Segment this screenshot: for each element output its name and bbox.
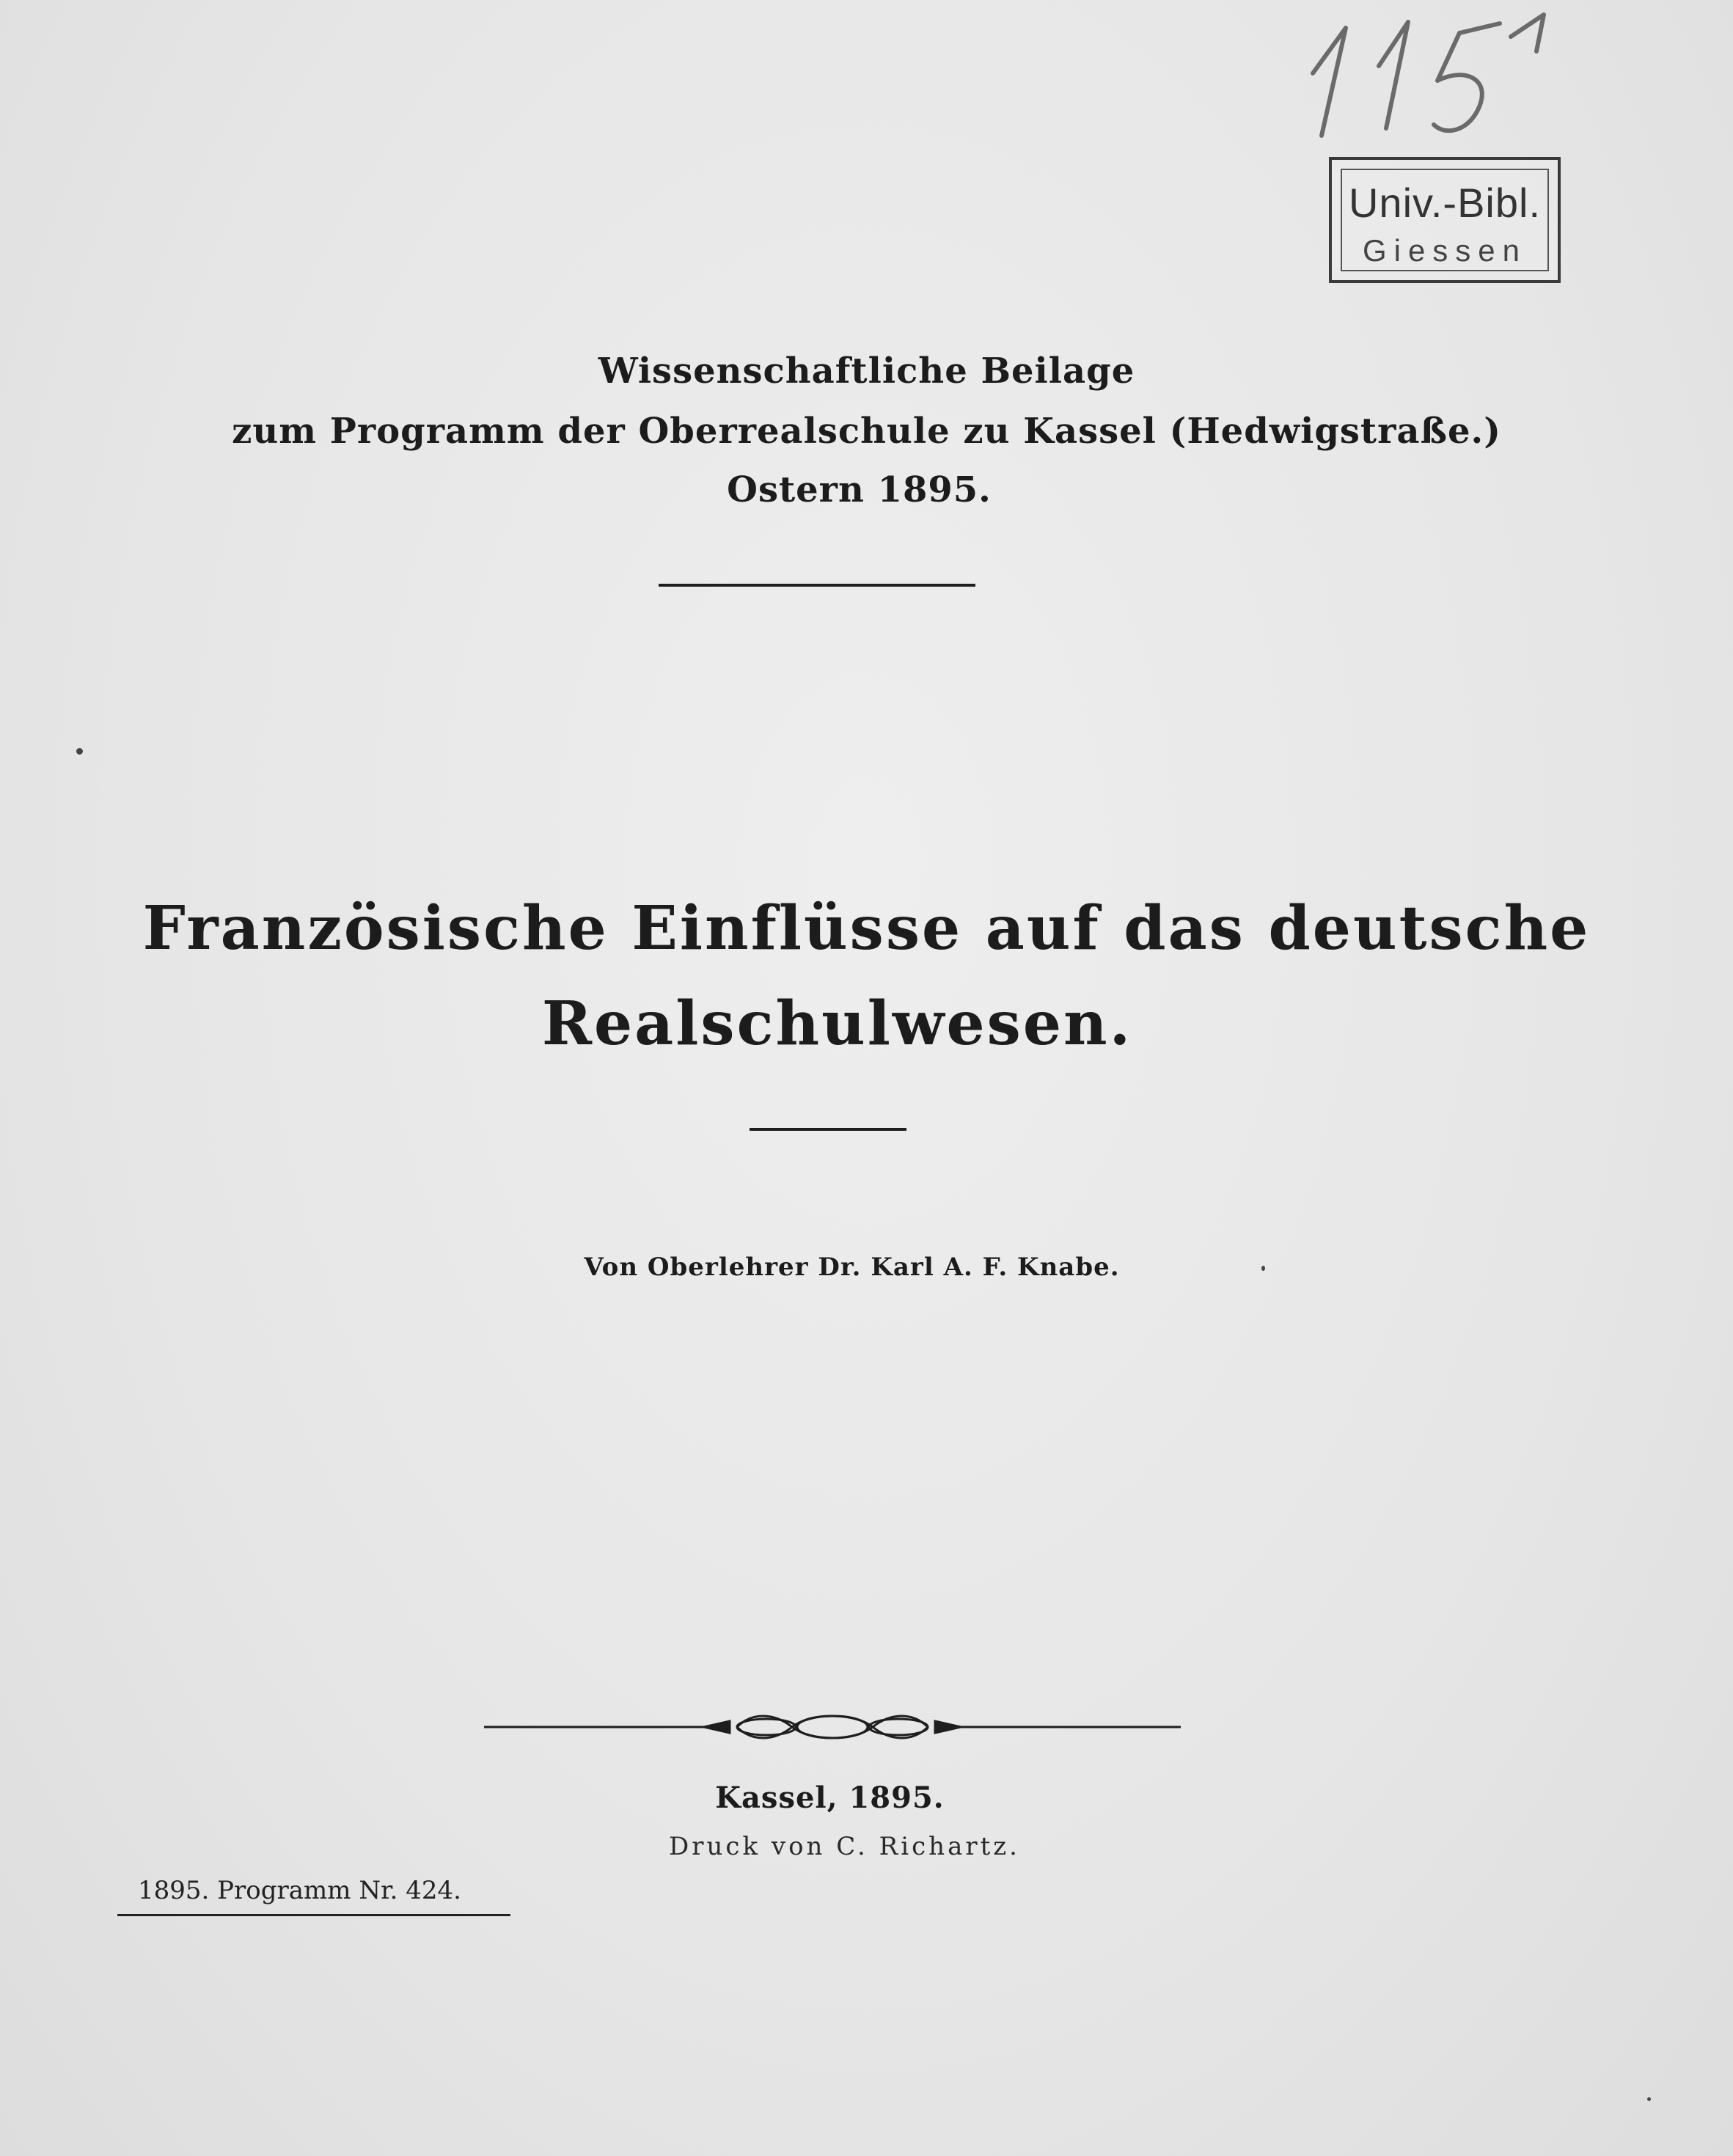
header-line-3: Ostern 1895.	[727, 469, 992, 510]
handwritten-shelf-mark	[1291, 7, 1599, 147]
paper-speck	[1647, 2097, 1651, 2101]
author-byline: Von Oberlehrer Dr. Karl A. F. Knabe.	[584, 1253, 1120, 1282]
title-line-2: Realschulwesen.	[541, 989, 1133, 1059]
paper-speck	[76, 748, 83, 755]
header-line-1: Wissenschaftliche Beilage	[598, 351, 1135, 392]
program-number-note: 1895. Programm Nr. 424.	[138, 1876, 461, 1905]
header-line-2: zum Programm der Oberrealschule zu Kassel (Hedwigstraße.)	[232, 411, 1501, 452]
header-divider	[659, 584, 975, 587]
ornamental-rule	[484, 1709, 1181, 1745]
stamp-city: Giessen	[1362, 233, 1528, 268]
title-line-1: Französische Einflüsse auf das deutsche	[142, 893, 1591, 964]
imprint-place-year: Kassel, 1895.	[715, 1781, 945, 1815]
imprint-printer: Druck von C. Richartz.	[669, 1832, 1020, 1861]
stamp-library-name: Univ.-Bibl.	[1348, 180, 1541, 226]
title-divider	[750, 1128, 906, 1131]
library-stamp	[1329, 157, 1561, 283]
paper-speck	[1261, 1266, 1265, 1271]
program-note-underline	[117, 1914, 510, 1916]
